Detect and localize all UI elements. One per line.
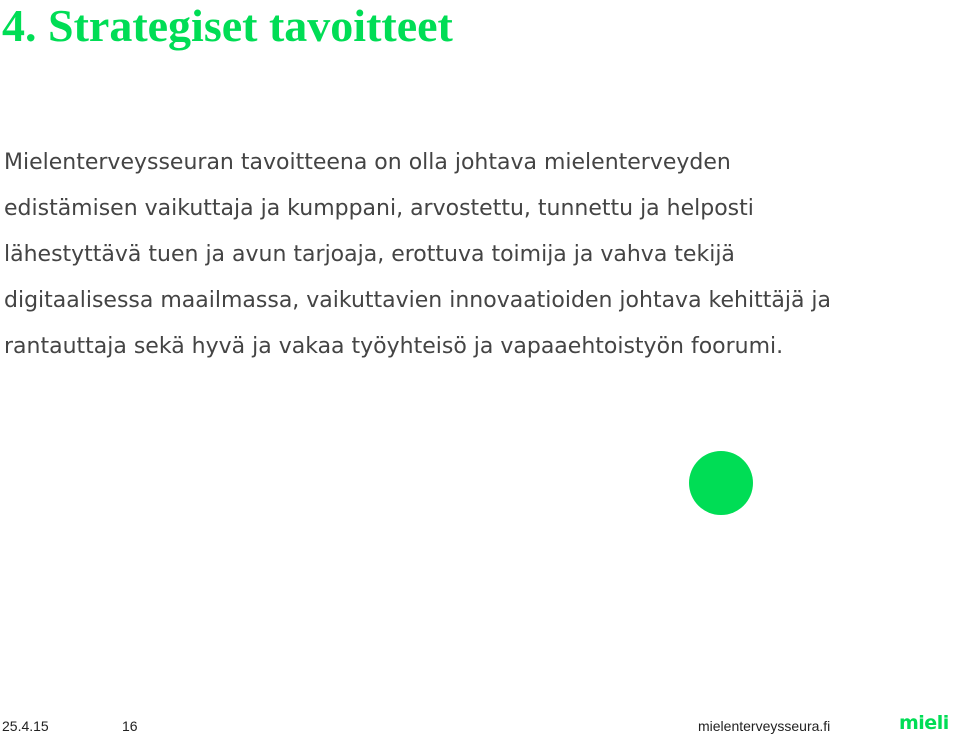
slide-footer	[0, 712, 960, 737]
body-line: rantauttaja sekä hyvä ja vakaa työyhteisö ja vapaaehtoistyön foorumi.	[4, 334, 784, 359]
footer-website: mielenterveysseura.fi	[698, 718, 831, 734]
body-paragraph	[4, 140, 960, 370]
slide-title: 4. Strategiset tavoitteet	[2, 0, 453, 51]
page-number: 16	[122, 718, 138, 734]
footer-date: 25.4.15	[2, 718, 49, 734]
decorative-dot	[689, 451, 753, 515]
body-line: edistämisen vaikuttaja ja kumppani, arvostettu, tunnettu ja helposti	[4, 196, 754, 221]
body-line: Mielenterveysseuran tavoitteena on olla johtava mielenterveyden	[4, 150, 731, 175]
mieli-logo: mieli	[899, 712, 949, 734]
body-line: lähestyttävä tuen ja avun tarjoaja, erottuva toimija ja vahva tekijä	[4, 242, 735, 267]
body-line: digitaalisessa maailmassa, vaikuttavien innovaatioiden johtava kehittäjä ja	[4, 288, 832, 313]
